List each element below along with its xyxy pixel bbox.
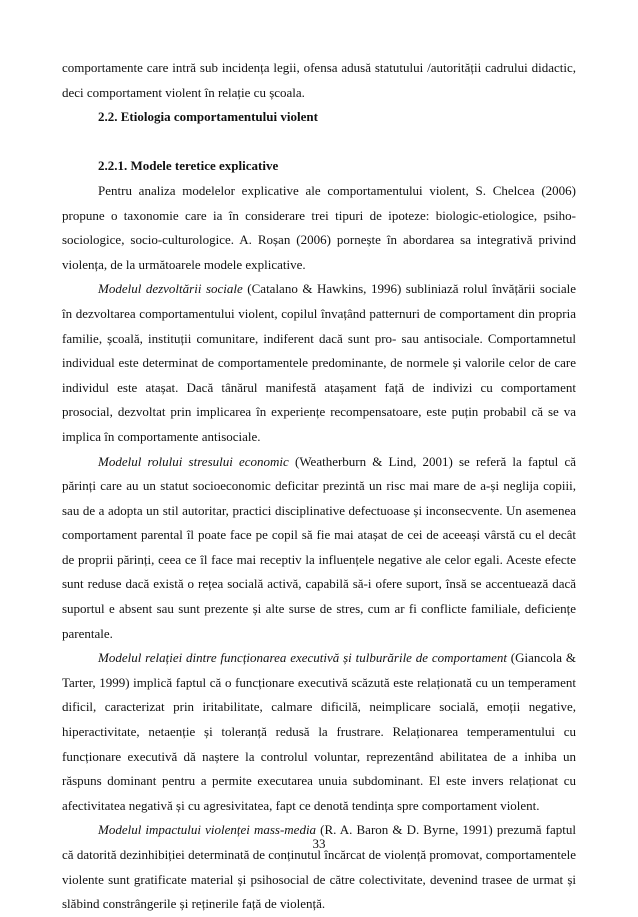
paragraph-text: (Catalano & Hawkins, 1996) subliniază rolul învățării sociale în dezvoltarea comportamentului violent, copilul învațând patternuri de comportament din propria familie, școală, instituții comunitare, indiferent dacă sunt pro- sau antisociale. Comportamnetul individual este determinat de comportamentele predominante, de normele și valorile celor de care individul este atașat. Dacă tânărul manifestă atașament față de indivizi cu comportament prosocial, dezvoltat prin implicarea în experiențe recompensatoare, este puțin probabil că se va implica în comportamente antisociale. bbox=[62, 281, 576, 444]
paragraph-continuation: comportamente care intră sub incidența legii, ofensa adusă statutului /autorității cadrului didactic, deci comportament violent în relație cu școala. bbox=[62, 60, 576, 100]
model-name-executive-function: Modelul relației dintre funcționarea executivă și tulburările de comportament bbox=[98, 650, 507, 666]
model-name-mass-media: Modelul impactului violenței mass-media bbox=[98, 822, 317, 838]
paragraph-social-development-model bbox=[62, 277, 576, 449]
subsection-heading-2-2-1: 2.2.1. Modele teretice explicative bbox=[98, 158, 279, 174]
paragraph-text: (Weatherburn & Lind, 2001) se referă la faptul că părinți care au un statut socioeconomic deficitar prezintă un risc mai mare de a-și neglija copiii, sau de a adopta un stil autoritar, practici disciplinative defectuoase și inconsecvente. Un asemenea comportament parental îl poate face pe copil să fie mai atașat de cei de aceeași vârstă cu el decât de proprii părinți, ceea ce îl face mai receptiv la influențele negative ale celor egali. Aceste efecte sunt reduse dacă există o rețea socială activă, capabilă să-i ofere suport, însă se accentuează dacă suportul e absent sau sunt prezente și alte surse de stres, cum ar fi conflicte familiale, deficiențe parentale. bbox=[62, 453, 576, 641]
page-body bbox=[62, 56, 576, 917]
page-number: 33 bbox=[312, 836, 326, 851]
section-heading-2-2: 2.2. Etiologia comportamentului violent bbox=[98, 109, 318, 125]
model-name-social-development: Modelul dezvoltării sociale bbox=[98, 281, 243, 297]
paragraph-text: (R. A. Baron & D. Byrne, 1991) prezumă faptul că datorită dezinhibiției determinată de conținutul încărcat de violență promovat, comportamentele violente sunt gratificate material și psihosocial de către colectivitate, devenind trasee de urmat și slăbind constrângerile și reținerile față de violență. bbox=[62, 822, 576, 912]
model-name-economic-stress: Modelul rolului stresului economic bbox=[98, 453, 289, 469]
paragraph-text: (Giancola & Tarter, 1999) implică faptul că o funcționare executivă scăzută este relaționată cu un temperament dificil, caracterizat prin iritabilitate, calmare dificilă, neimplicare socială, emoții negative, hiperactivitate, netaenție și toleranță redusă la frustrare. Relaționarea temperamentului cu funcționare executivă dă naștere la controlul voluntar, reprezentând abilitatea de a inhiba un răspuns dominant pentru a permite executarea unuia subdominant. El este invers relaționat cu afectivitatea negativă și cu agresivitatea, fapt ce denotă tendința spre comportament violent. bbox=[62, 650, 577, 813]
paragraph-mass-media-model bbox=[62, 818, 576, 916]
paragraph-intro: Pentru analiza modelelor explicative ale comportamentului violent, S. Chelcea (2006) propune o taxonomie care ia în considerare trei tipuri de ipoteze: biologic-etiologice, psiho-sociologice, socio-culturologice. A. Roșan (2006) pornește în abordarea sa integrativă privind violența, de la următoarele modele explicative. bbox=[62, 182, 576, 272]
paragraph-economic-stress-model bbox=[62, 450, 576, 647]
blank-line bbox=[62, 130, 576, 155]
paragraph-executive-function-model bbox=[62, 646, 576, 818]
